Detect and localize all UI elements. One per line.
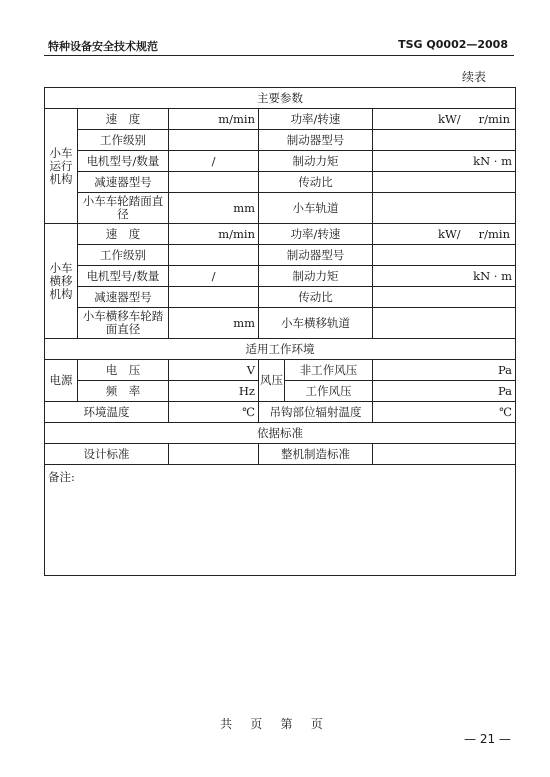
label-rail: 小车横移轨道 <box>259 308 373 339</box>
label-power-supply: 电源 <box>45 360 78 402</box>
section-standards: 依据标准 <box>45 423 516 444</box>
label-motor: 电机型号/数量 <box>78 266 169 287</box>
table-row <box>45 465 516 576</box>
table-row <box>45 224 516 245</box>
table-row <box>45 88 516 109</box>
value-duty <box>169 130 259 151</box>
section-main-params: 主要参数 <box>45 88 516 109</box>
unit-voltage: V <box>169 360 259 381</box>
unit-pa-work: Pa <box>373 381 516 402</box>
group-trolley-traverse: 小车横移机构 <box>45 224 78 339</box>
label-ratio: 传动比 <box>259 287 373 308</box>
table-row <box>45 266 516 287</box>
table-row <box>45 172 516 193</box>
table-row <box>45 151 516 172</box>
value-ratio <box>373 287 516 308</box>
label-wind-pressure: 风压 <box>259 360 285 402</box>
page-number: — 21 — <box>464 732 511 746</box>
unit-torque: kN · m <box>373 266 516 287</box>
label-speed: 速 度 <box>78 224 169 245</box>
value-manufacture-standard <box>373 444 516 465</box>
label-wheel: 小车横移车轮踏面直径 <box>78 308 169 339</box>
section-environment: 适用工作环境 <box>45 339 516 360</box>
unit-speed: m/min <box>169 224 259 245</box>
unit-power <box>373 224 516 245</box>
unit-kw: kW/ <box>438 226 461 241</box>
label-brake-torque: 制动力矩 <box>259 151 373 172</box>
label-duty: 工作级别 <box>78 245 169 266</box>
continued-label: 续表 <box>462 70 487 84</box>
unit-pa-nonwork: Pa <box>373 360 516 381</box>
table-row <box>45 339 516 360</box>
footer-pages: 共 页 第 页 <box>220 717 330 731</box>
label-hook-temp: 吊钩部位辐射温度 <box>259 402 373 423</box>
unit-speed: m/min <box>169 109 259 130</box>
value-brake-model <box>373 130 516 151</box>
unit-torque: kN · m <box>373 151 516 172</box>
value-design-standard <box>169 444 259 465</box>
label-reducer: 减速器型号 <box>78 172 169 193</box>
label-voltage: 电 压 <box>78 360 169 381</box>
unit-wheel: mm <box>169 308 259 339</box>
spec-table <box>44 87 516 576</box>
label-wind-work: 工作风压 <box>285 381 373 402</box>
table-row <box>45 402 516 423</box>
header-rule <box>44 55 514 56</box>
unit-wheel: mm <box>169 193 259 224</box>
label-brake-torque: 制动力矩 <box>259 266 373 287</box>
value-brake-model <box>373 245 516 266</box>
header-code: TSG Q0002—2008 <box>398 38 508 51</box>
table-row <box>45 287 516 308</box>
table-row <box>45 360 516 381</box>
label-brake-model: 制动器型号 <box>259 245 373 266</box>
label-brake-model: 制动器型号 <box>259 130 373 151</box>
value-reducer <box>169 172 259 193</box>
unit-hook-celsius: ℃ <box>373 402 516 423</box>
label-manufacture-standard: 整机制造标准 <box>259 444 373 465</box>
table-row <box>45 109 516 130</box>
label-frequency: 频 率 <box>78 381 169 402</box>
label-speed: 速 度 <box>78 109 169 130</box>
label-motor: 电机型号/数量 <box>78 151 169 172</box>
group-trolley-travel: 小车运行机构 <box>45 109 78 224</box>
label-wind-nonwork: 非工作风压 <box>285 360 373 381</box>
unit-rmin: r/min <box>478 226 511 241</box>
value-duty <box>169 245 259 266</box>
unit-ambient-celsius: ℃ <box>169 402 259 423</box>
value-motor: / <box>169 151 259 172</box>
unit-rmin: r/min <box>478 111 511 126</box>
label-duty: 工作级别 <box>78 130 169 151</box>
value-rail <box>373 308 516 339</box>
label-ratio: 传动比 <box>259 172 373 193</box>
unit-frequency: Hz <box>169 381 259 402</box>
value-rail <box>373 193 516 224</box>
label-power: 功率/转速 <box>259 109 373 130</box>
table-row <box>45 193 516 224</box>
table-row <box>45 245 516 266</box>
table-row <box>45 423 516 444</box>
header-title: 特种设备安全技术规范 <box>48 40 158 53</box>
label-rail: 小车轨道 <box>259 193 373 224</box>
label-wheel: 小车车轮踏面直径 <box>78 193 169 224</box>
table-row <box>45 444 516 465</box>
unit-power <box>373 109 516 130</box>
value-reducer <box>169 287 259 308</box>
label-reducer: 减速器型号 <box>78 287 169 308</box>
label-power: 功率/转速 <box>259 224 373 245</box>
table-row <box>45 130 516 151</box>
table-row <box>45 308 516 339</box>
label-design-standard: 设计标准 <box>45 444 169 465</box>
unit-kw: kW/ <box>438 111 461 126</box>
value-ratio <box>373 172 516 193</box>
remarks: 备注: <box>45 465 516 576</box>
label-ambient-temp: 环境温度 <box>45 402 169 423</box>
value-motor: / <box>169 266 259 287</box>
